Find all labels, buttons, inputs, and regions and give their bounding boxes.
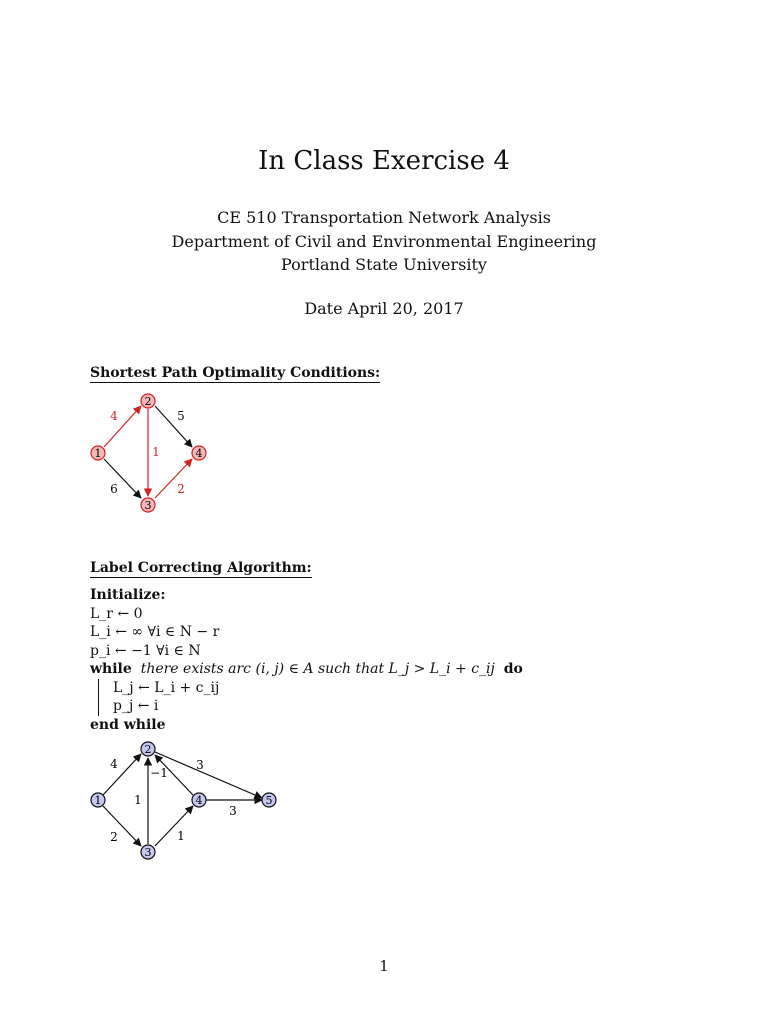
algo-end-while: end while <box>90 716 166 733</box>
university-name: Portland State University <box>281 255 487 274</box>
algorithm-block <box>90 586 523 734</box>
g2-cost-1-3: 2 <box>110 830 118 844</box>
algo-line-1: L_r ← 0 <box>90 605 143 622</box>
algo-while-condition: there exists arc (i, j) ∈ A such that L_j > L_i + c_ij <box>140 661 495 677</box>
algo-body-1: L_j ← L_i + c_ij <box>113 679 220 696</box>
g2-node-3-label: 3 <box>144 846 152 859</box>
graph2 <box>91 742 276 859</box>
g2-edge-2-5 <box>155 752 262 798</box>
g2-node-1-label: 1 <box>94 794 102 807</box>
algo-body-2: p_j ← i <box>113 698 159 714</box>
algo-line-3: p_i ← −1 ∀i ∈ N <box>90 642 201 659</box>
g1-edge-3-4 <box>155 459 192 498</box>
department-name: Department of Civil and Environmental Engineering <box>171 232 597 251</box>
g1-cost-1-2: 4 <box>110 409 118 423</box>
g1-node-4-label: 4 <box>195 447 203 460</box>
g2-cost-1-2: 4 <box>110 757 118 771</box>
g2-node-4-label: 4 <box>195 794 203 807</box>
algo-initialize: Initialize: <box>90 587 166 603</box>
algo-do-keyword: do <box>503 661 523 677</box>
g2-node-5-label: 5 <box>265 794 273 807</box>
section-heading-optimality: Shortest Path Optimality Conditions: <box>90 365 381 381</box>
g2-cost-4-2: −1 <box>150 766 168 780</box>
page-title: In Class Exercise 4 <box>258 146 510 176</box>
g1-edge-2-4 <box>155 406 192 447</box>
course-name: CE 510 Transportation Network Analysis <box>217 208 551 227</box>
g1-cost-3-4: 2 <box>177 482 185 496</box>
g2-cost-3-4: 1 <box>177 829 185 843</box>
graph1 <box>91 394 206 512</box>
g2-edge-1-3 <box>103 806 141 846</box>
g1-node-2-label: 2 <box>144 395 152 408</box>
algo-while-keyword: while <box>90 661 132 677</box>
algo-line-2: L_i ← ∞ ∀i ∈ N − r <box>90 624 220 640</box>
page-number: 1 <box>379 957 389 975</box>
g1-node-1-label: 1 <box>94 447 102 460</box>
g2-node-2-label: 2 <box>144 743 152 756</box>
g2-edge-1-2 <box>103 754 141 795</box>
g2-cost-3-2: 1 <box>134 793 142 807</box>
g1-node-3-label: 3 <box>144 499 152 512</box>
algo-while-line <box>90 660 523 679</box>
g1-cost-2-4: 5 <box>177 409 185 423</box>
g1-cost-2-3: 1 <box>152 445 160 459</box>
g2-cost-2-5: 3 <box>196 758 204 772</box>
g2-cost-4-5: 3 <box>229 804 237 818</box>
date-line: Date April 20, 2017 <box>304 299 464 318</box>
section-heading-algorithm: Label Correcting Algorithm: <box>90 560 312 576</box>
g2-edge-3-4 <box>155 806 193 846</box>
g1-cost-1-3: 6 <box>110 482 118 496</box>
algo-while-body <box>98 679 523 716</box>
